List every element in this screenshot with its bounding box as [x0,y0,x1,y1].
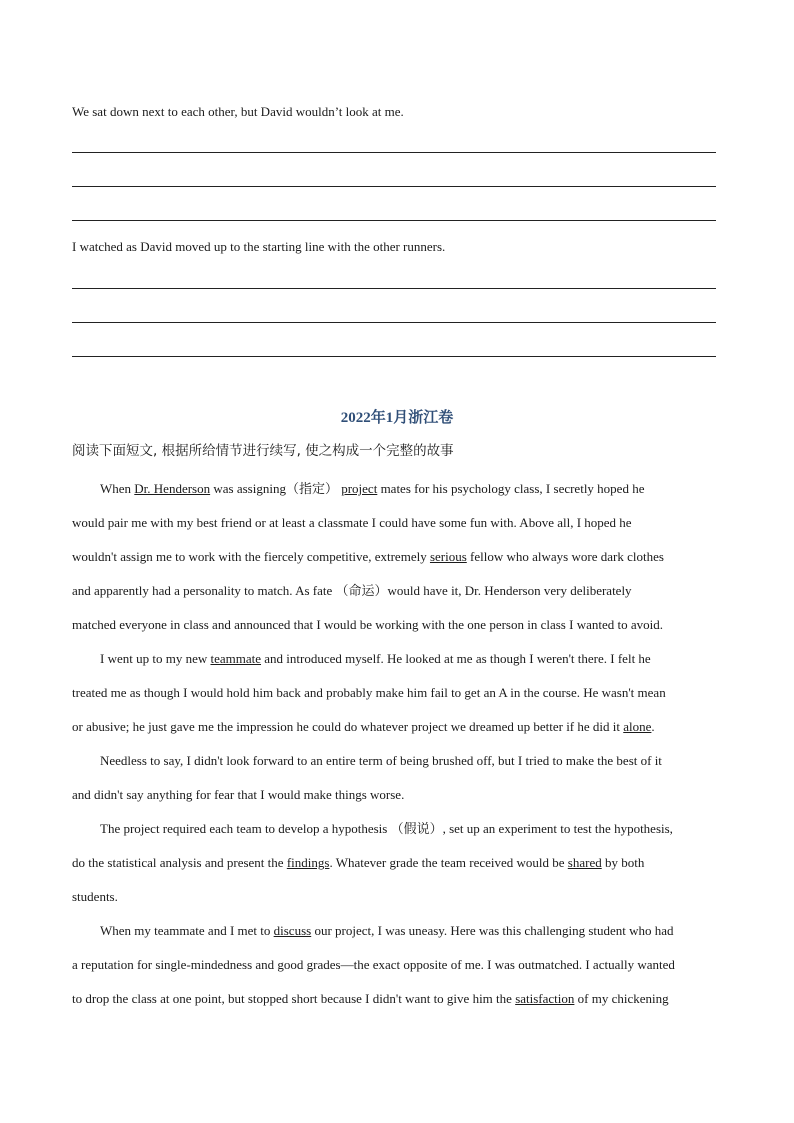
writing-line [72,288,716,289]
text-span: When [100,481,135,496]
text-span: of my chickening [574,991,669,1006]
passage-line [72,846,722,880]
writing-line [72,220,716,221]
passage-line: a reputation for single-mindedness and good grades—the exact opposite of me. I was outmatched. I actually wanted [72,957,675,972]
continuation-prompt-1: We sat down next to each other, but David wouldn’t look at me. [72,104,404,119]
writing-line [72,186,716,187]
passage-line: matched everyone in class and announced that I would be working with the one person in class I wanted to avoid. [72,617,663,632]
passage-line [72,982,722,1016]
passage-line: The project required each team to develop a hypothesis （假说）, set up an experiment to test the hypothesis, [100,821,673,836]
underlined-word: teammate [210,651,262,666]
underlined-word: shared [567,855,602,870]
passage-line: would pair me with my best friend or at least a classmate I could have some fun with. Above all, I hoped he [72,515,632,530]
passage-line [72,642,722,676]
passage-line [72,540,722,574]
underlined-word: Dr. Henderson [134,481,211,496]
passage-line: and didn't say anything for fear that I would make things worse. [72,787,405,802]
passage-line [72,472,722,506]
text-span: by both [601,855,645,870]
reading-passage [72,472,722,1016]
writing-line [72,322,716,323]
underlined-word: alone [623,719,652,734]
passage-line [72,710,722,744]
section-title: 2022年1月浙江卷 [340,410,454,426]
text-span: do the statistical analysis and present the [72,855,287,870]
text-span: was assigning（指定） [210,481,342,496]
underlined-word: serious [429,549,467,564]
passage-line: and apparently had a personality to match. As fate （命运）would have it, Dr. Henderson very deliberately [72,583,632,598]
continuation-prompt-2: I watched as David moved up to the starting line with the other runners. [72,239,446,254]
text-span: wouldn't assign me to work with the fiercely competitive, extremely [72,549,430,564]
text-span: and introduced myself. He looked at me as though I weren't there. I felt he [261,651,651,666]
text-span: . Whatever grade the team received would be [329,855,568,870]
passage-line: Needless to say, I didn't look forward to an entire term of being brushed off, but I tried to make the best of it [100,753,662,768]
writing-line [72,152,716,153]
text-span: . [651,719,655,734]
text-span: fellow who always wore dark clothes [466,549,664,564]
underlined-word: satisfaction [515,991,575,1006]
text-span: When my teammate and I met to [100,923,274,938]
instruction-text: 阅读下面短文, 根据所给情节进行续写, 使之构成一个完整的故事 [72,443,454,459]
underlined-word: project [341,481,378,496]
underlined-word: discuss [273,923,312,938]
text-span: to drop the class at one point, but stopped short because I didn't want to give him the [72,991,516,1006]
text-span: or abusive; he just gave me the impression he could do whatever project we dreamed up better if he did it [72,719,624,734]
passage-line: treated me as though I would hold him back and probably make him fail to get an A in the course. He wasn't mean [72,685,666,700]
underlined-word: findings [286,855,330,870]
writing-line [72,356,716,357]
passage-line: students. [72,889,118,904]
passage-line [72,914,722,948]
text-span: our project, I was uneasy. Here was this challenging student who had [311,923,674,938]
text-span: mates for his psychology class, I secretly hoped he [377,481,645,496]
text-span: I went up to my new [100,651,211,666]
